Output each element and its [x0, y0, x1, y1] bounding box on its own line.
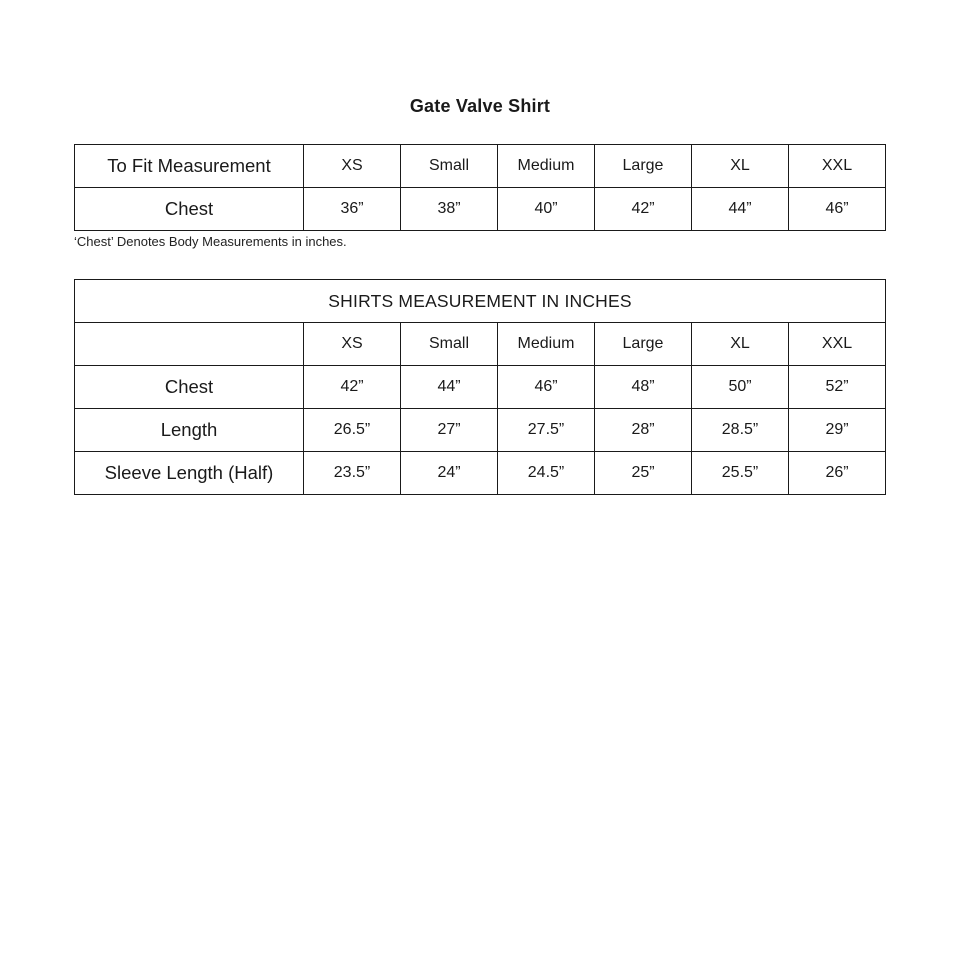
row-label: Chest [75, 188, 304, 231]
table-cell: 40” [498, 188, 595, 231]
measurement-note: ‘Chest’ Denotes Body Measurements in inches. [74, 234, 347, 249]
table-cell: 50” [692, 366, 789, 409]
table-cell: 27.5” [498, 409, 595, 452]
table-cell: 46” [498, 366, 595, 409]
table-row-chest [75, 366, 886, 409]
table-header-row [75, 145, 886, 188]
table-cell: 24” [401, 452, 498, 495]
table-cell: 28.5” [692, 409, 789, 452]
table-cell: 27” [401, 409, 498, 452]
size-header-medium: Medium [498, 145, 595, 188]
header-label-cell [75, 323, 304, 366]
table-cell: 26” [789, 452, 886, 495]
size-header-xxl: XXL [789, 323, 886, 366]
shirt-measurement-table [74, 279, 886, 495]
table-header-row [75, 323, 886, 366]
row-label: Length [75, 409, 304, 452]
table-caption: SHIRTS MEASUREMENT IN INCHES [75, 280, 886, 323]
row-label: Sleeve Length (Half) [75, 452, 304, 495]
size-header-xl: XL [692, 145, 789, 188]
table-row-length [75, 409, 886, 452]
table-cell: 44” [692, 188, 789, 231]
table-cell: 29” [789, 409, 886, 452]
size-header-xs: XS [304, 145, 401, 188]
table-caption-row [75, 280, 886, 323]
table-cell: 42” [304, 366, 401, 409]
table-cell: 48” [595, 366, 692, 409]
table-cell: 25.5” [692, 452, 789, 495]
table-row-sleeve-length [75, 452, 886, 495]
page-title: Gate Valve Shirt [409, 96, 551, 116]
fit-measurement-table [74, 144, 886, 231]
table-cell: 24.5” [498, 452, 595, 495]
table-cell: 42” [595, 188, 692, 231]
table-cell: 44” [401, 366, 498, 409]
table-cell: 23.5” [304, 452, 401, 495]
size-header-xxl: XXL [789, 145, 886, 188]
table-cell: 28” [595, 409, 692, 452]
size-header-small: Small [401, 145, 498, 188]
header-label-cell: To Fit Measurement [75, 145, 304, 188]
table-cell: 36” [304, 188, 401, 231]
table-cell: 46” [789, 188, 886, 231]
size-header-small: Small [401, 323, 498, 366]
size-header-medium: Medium [498, 323, 595, 366]
table-row-chest [75, 188, 886, 231]
size-header-xl: XL [692, 323, 789, 366]
table-cell: 52” [789, 366, 886, 409]
size-header-large: Large [595, 323, 692, 366]
table-cell: 26.5” [304, 409, 401, 452]
size-header-large: Large [595, 145, 692, 188]
size-header-xs: XS [304, 323, 401, 366]
table-cell: 38” [401, 188, 498, 231]
row-label: Chest [75, 366, 304, 409]
table-cell: 25” [595, 452, 692, 495]
